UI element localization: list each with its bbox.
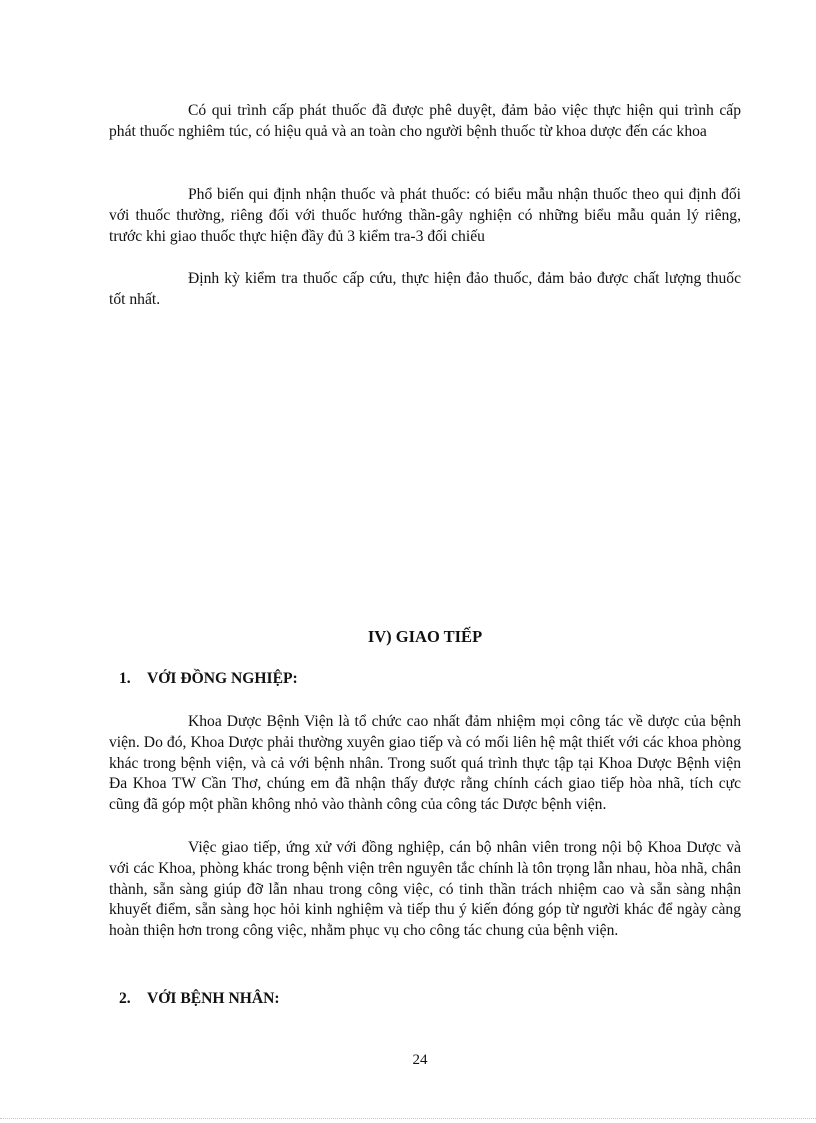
- subheading-number: 1.: [119, 670, 131, 687]
- section-title: IV) GIAO TIẾP: [367, 627, 483, 646]
- page-bottom-divider: [0, 1118, 816, 1119]
- paragraph-dispensing-process: Có qui trình cấp phát thuốc đã được phê duyệt, đảm bảo việc thực hiện qui trình cấp phát thuốc nghiêm túc, có hiệu quả và an toàn cho người bệnh thuốc từ khoa dược đến các khoa: [109, 102, 741, 140]
- page-number: 24: [412, 1052, 428, 1068]
- paragraph-colleague-communication: Việc giao tiếp, ứng xử với đồng nghiệp, cán bộ nhân viên trong nội bộ Khoa Dược và với các Khoa, phòng khác trong bệnh viện trên nguyên tắc chính là tôn trọng lẫn nhau, hòa nhã, chân thành, sẵn sàng giúp đỡ lẫn nhau trong công việc, có tinh thần trách nhiệm cao và sẵn sàng nhận khuyết điểm, sẵn sàng học hỏi kinh nghiệm và tiếp thu ý kiến đóng góp từ người khác để ngày càng hoàn thiện hơn trong công việc, nhằm phục vụ cho công tác chung của bệnh viện.: [109, 839, 741, 940]
- subheading-label: VỚI BỆNH NHÂN:: [147, 990, 280, 1007]
- subheading-label: VỚI ĐỒNG NGHIỆP:: [147, 670, 298, 687]
- subheading-patients: [119, 990, 280, 1008]
- subheading-number: 2.: [119, 990, 131, 1007]
- paragraph-emergency-check: Định kỳ kiểm tra thuốc cấp cứu, thực hiện đảo thuốc, đảm bảo được chất lượng thuốc tốt nhất.: [109, 270, 741, 308]
- paragraph-pharmacy-department: Khoa Dược Bệnh Viện là tổ chức cao nhất đảm nhiệm mọi công tác về dược của bệnh viện. Do đó, Khoa Dược phải thường xuyên giao tiếp và có mối liên hệ mật thiết với các khoa phòng khác trong bệnh viện, và cả với bệnh nhân. Trong suốt quá trình thực tập tại Khoa Dược Bệnh viện Đa Khoa TW Cần Thơ, chúng em đã nhận thấy được rằng chính cách giao tiếp hòa nhã, tích cực cũng đã góp một phần không nhỏ vào thành công của công tác Dược bệnh viện.: [109, 713, 741, 814]
- subheading-colleagues: [119, 670, 298, 688]
- paragraph-receiving-rules: Phổ biến qui định nhận thuốc và phát thuốc: có biểu mẫu nhận thuốc theo qui định đối với thuốc thường, riêng đối với thuốc hướng thần-gây nghiện có những biểu mẫu quản lý riêng, trước khi giao thuốc thực hiện đầy đủ 3 kiểm tra-3 đối chiếu: [109, 186, 741, 245]
